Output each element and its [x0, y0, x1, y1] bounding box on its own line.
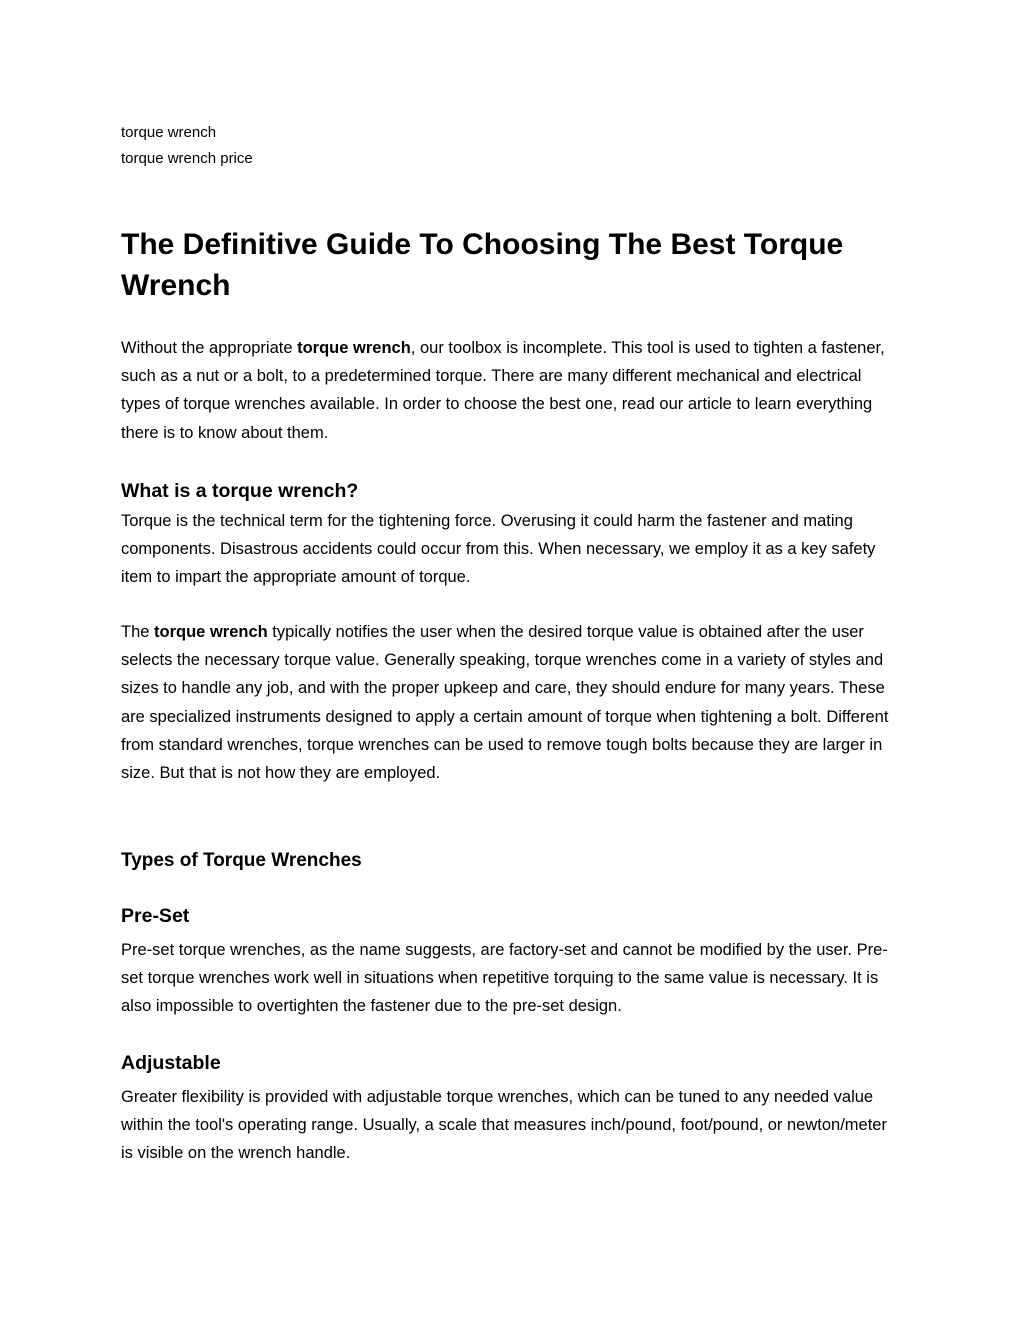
intro-bold-keyword: torque wrench	[297, 339, 411, 357]
what-is-heading: What is a torque wrench?	[121, 480, 359, 502]
the-wrench-paragraph	[121, 618, 901, 787]
intro-text-before: Without the appropriate	[121, 339, 298, 357]
preset-heading: Pre-Set	[121, 905, 190, 927]
types-heading: Types of Torque Wrenches	[121, 850, 362, 871]
adjustable-paragraph: Greater flexibility is provided with adjustable torque wrenches, which can be tuned to any needed value within the tool's operating range. Usually, a scale that measures inch/pound, foot/pound, or newton/meter is visible on the wrench handle.	[121, 1088, 887, 1163]
intro-text-after: , our toolbox is incomplete. This tool is used to tighten a fastener, such as a nut or a bolt, to a predetermined torque. There are many different mechanical and electrical types of torque wrenches available. In order to choose the best one, read our article to learn everything there is to know about them.	[121, 339, 885, 442]
keyword-tags	[121, 120, 253, 172]
keyword-tag: torque wrench price	[121, 150, 253, 167]
page-title: The Definitive Guide To Choosing The Best Torque Wrench	[121, 228, 844, 302]
keyword-tag: torque wrench	[121, 124, 217, 141]
the-wrench-bold-keyword: torque wrench	[154, 623, 268, 641]
the-wrench-text-after: typically notifies the user when the desired torque value is obtained after the user selects the necessary torque value. Generally speaking, torque wrenches come in a variety of styles and sizes to handle any job, and with the proper upkeep and care, they should endure for many years. These are specialized instruments designed to apply a certain amount of torque when tightening a bolt. Different from standard wrenches, torque wrenches can be used to remove tough bolts because they are larger in size. But that is not how they are employed.	[121, 623, 889, 783]
the-wrench-text-before: The	[121, 623, 155, 641]
intro-paragraph	[121, 334, 901, 447]
what-is-paragraph: Torque is the technical term for the tightening force. Overusing it could harm the fastener and mating components. Disastrous accidents could occur from this. When necessary, we employ it as a key safety item to impart the appropriate amount of torque.	[121, 512, 876, 587]
adjustable-heading: Adjustable	[121, 1052, 221, 1074]
preset-paragraph: Pre-set torque wrenches, as the name suggests, are factory-set and cannot be modified by the user. Pre-set torque wrenches work well in situations when repetitive torquing to the same value is necessary. It is also impossible to overtighten the fastener due to the pre-set design.	[121, 941, 888, 1016]
